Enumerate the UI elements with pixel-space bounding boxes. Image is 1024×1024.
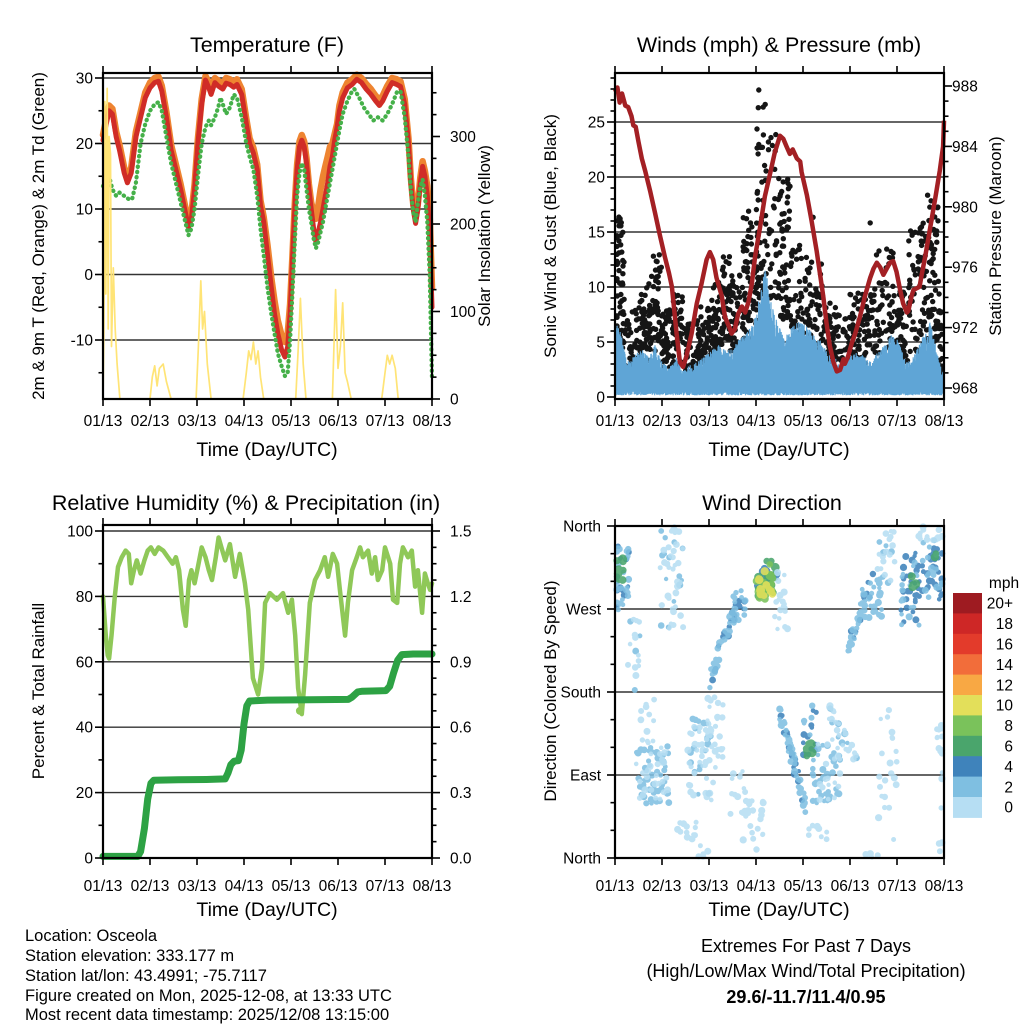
- svg-text:North: North: [563, 850, 601, 868]
- winds-yaxis-left-title: Sonic Wind & Gust (Blue, Black): [541, 114, 560, 358]
- svg-text:0: 0: [1004, 799, 1013, 817]
- colorbar-unit-label: mph: [988, 575, 1020, 592]
- svg-text:0: 0: [450, 391, 459, 409]
- svg-text:100: 100: [67, 523, 93, 541]
- svg-text:15: 15: [587, 224, 605, 242]
- svg-text:08/13: 08/13: [412, 413, 452, 430]
- svg-text:0.6: 0.6: [450, 719, 472, 737]
- svg-text:0.3: 0.3: [450, 785, 472, 803]
- wind-speed-colorbar: [953, 593, 1013, 818]
- svg-text:08/13: 08/13: [412, 878, 452, 895]
- extremes-subtitle: (High/Low/Max Wind/Total Precipitation): [646, 961, 966, 981]
- wind-direction-xaxis-title: Time (Day/UTC): [708, 899, 850, 921]
- svg-text:300: 300: [450, 129, 476, 146]
- temperature-xaxis-title: Time (Day/UTC): [196, 439, 338, 461]
- svg-text:8: 8: [1004, 718, 1013, 736]
- svg-text:South: South: [560, 684, 601, 702]
- svg-text:1.2: 1.2: [450, 588, 472, 606]
- svg-text:03/13: 03/13: [177, 413, 217, 430]
- footer-location: Location: Osceola: [25, 927, 158, 945]
- svg-text:18: 18: [995, 616, 1013, 634]
- svg-text:01/13: 01/13: [595, 878, 635, 895]
- svg-text:North: North: [563, 518, 601, 536]
- winds-pressure-title: Winds (mph) & Pressure (mb): [636, 33, 922, 57]
- svg-text:01/13: 01/13: [83, 413, 123, 430]
- total-rainfall-line: [103, 654, 432, 856]
- svg-text:02/13: 02/13: [130, 878, 170, 895]
- svg-text:01/13: 01/13: [595, 413, 635, 430]
- svg-text:5: 5: [596, 334, 605, 352]
- temperature-title: Temperature (F): [189, 33, 345, 57]
- svg-text:05/13: 05/13: [271, 878, 311, 895]
- svg-text:04/13: 04/13: [736, 878, 776, 895]
- svg-text:20: 20: [75, 136, 93, 153]
- svg-text:05/13: 05/13: [783, 413, 823, 430]
- svg-text:04/13: 04/13: [736, 413, 776, 430]
- svg-text:60: 60: [75, 654, 93, 672]
- svg-text:East: East: [569, 767, 601, 785]
- svg-text:08/13: 08/13: [924, 878, 964, 895]
- svg-text:16: 16: [995, 636, 1013, 654]
- wind-direction-panel: [560, 519, 963, 896]
- humidity-xaxis-title: Time (Day/UTC): [196, 899, 338, 921]
- svg-text:20: 20: [587, 169, 605, 187]
- svg-text:07/13: 07/13: [877, 878, 917, 895]
- svg-text:06/13: 06/13: [318, 413, 358, 430]
- extremes-title: Extremes For Past 7 Days: [700, 936, 912, 956]
- svg-text:-10: -10: [70, 332, 93, 350]
- svg-text:2: 2: [1004, 779, 1013, 797]
- svg-text:988: 988: [952, 78, 978, 96]
- svg-text:1.5: 1.5: [450, 523, 472, 541]
- humidity-precip-title: Relative Humidity (%) & Precipitation (in): [51, 491, 441, 515]
- temperature-yaxis-right-title: Solar Insolation (Yellow): [475, 145, 494, 327]
- svg-text:10: 10: [587, 279, 605, 297]
- svg-text:4: 4: [1004, 758, 1013, 776]
- footer-created: Figure created on Mon, 2025-12-08, at 13:33 UTC: [25, 987, 392, 1005]
- svg-text:04/13: 04/13: [224, 413, 264, 430]
- temperature-yaxis-left-title: 2m & 9m T (Red, Orange) & 2m Td (Green): [29, 72, 48, 400]
- svg-text:03/13: 03/13: [689, 878, 729, 895]
- svg-text:03/13: 03/13: [689, 413, 729, 430]
- svg-text:40: 40: [75, 719, 93, 737]
- svg-text:20+: 20+: [986, 595, 1013, 613]
- svg-text:02/13: 02/13: [130, 413, 170, 430]
- svg-text:03/13: 03/13: [177, 878, 217, 895]
- svg-text:02/13: 02/13: [642, 413, 682, 430]
- svg-text:07/13: 07/13: [365, 413, 405, 430]
- svg-text:12: 12: [995, 677, 1013, 695]
- svg-text:10: 10: [995, 697, 1013, 715]
- temperature-panel: [71, 66, 477, 430]
- winds-yaxis-right-title: Station Pressure (Maroon): [986, 136, 1005, 336]
- wind-direction-title: Wind Direction: [702, 491, 842, 515]
- svg-text:05/13: 05/13: [271, 413, 311, 430]
- svg-text:08/13: 08/13: [924, 413, 964, 430]
- winds-xaxis-title: Time (Day/UTC): [708, 439, 850, 461]
- rh-outlier-dot: [296, 707, 304, 715]
- svg-text:01/13: 01/13: [83, 878, 123, 895]
- svg-text:0: 0: [84, 267, 93, 284]
- svg-text:0: 0: [84, 850, 93, 868]
- svg-text:06/13: 06/13: [830, 878, 870, 895]
- humidity-precip-panel: [67, 518, 472, 895]
- winds-pressure-panel: [588, 66, 978, 430]
- svg-text:0: 0: [596, 389, 605, 407]
- svg-text:04/13: 04/13: [224, 878, 264, 895]
- humidity-yaxis-left-title: Percent & Total Rainfall: [29, 602, 48, 780]
- svg-text:10: 10: [75, 201, 93, 219]
- svg-text:80: 80: [75, 588, 93, 606]
- svg-text:0.0: 0.0: [450, 850, 472, 868]
- svg-text:25: 25: [587, 114, 605, 132]
- svg-text:07/13: 07/13: [365, 878, 405, 895]
- svg-text:30: 30: [75, 70, 93, 88]
- footer-latlon: Station lat/lon: 43.4991; -75.7117: [25, 967, 267, 985]
- svg-text:06/13: 06/13: [318, 878, 358, 895]
- svg-text:02/13: 02/13: [642, 878, 682, 895]
- svg-text:06/13: 06/13: [830, 413, 870, 430]
- svg-text:976: 976: [952, 259, 978, 277]
- svg-text:05/13: 05/13: [783, 878, 823, 895]
- svg-text:0.9: 0.9: [450, 654, 472, 672]
- extremes-values: 29.6/-11.7/11.4/0.95: [726, 987, 886, 1007]
- svg-text:07/13: 07/13: [877, 413, 917, 430]
- svg-text:6: 6: [1004, 738, 1013, 756]
- svg-text:14: 14: [995, 656, 1013, 674]
- wind-direction-yaxis-left-title: Direction (Colored By Speed): [541, 580, 560, 802]
- svg-text:20: 20: [75, 785, 93, 803]
- svg-text:West: West: [565, 601, 601, 619]
- footer-timestamp: Most recent data timestamp: 2025/12/08 13:15:00: [25, 1006, 390, 1024]
- svg-text:100: 100: [450, 304, 476, 321]
- svg-text:972: 972: [952, 320, 978, 338]
- svg-text:984: 984: [952, 138, 978, 156]
- svg-text:968: 968: [952, 380, 978, 398]
- footer-elevation: Station elevation: 333.177 m: [25, 947, 235, 965]
- svg-text:980: 980: [952, 199, 978, 217]
- svg-text:200: 200: [450, 216, 476, 234]
